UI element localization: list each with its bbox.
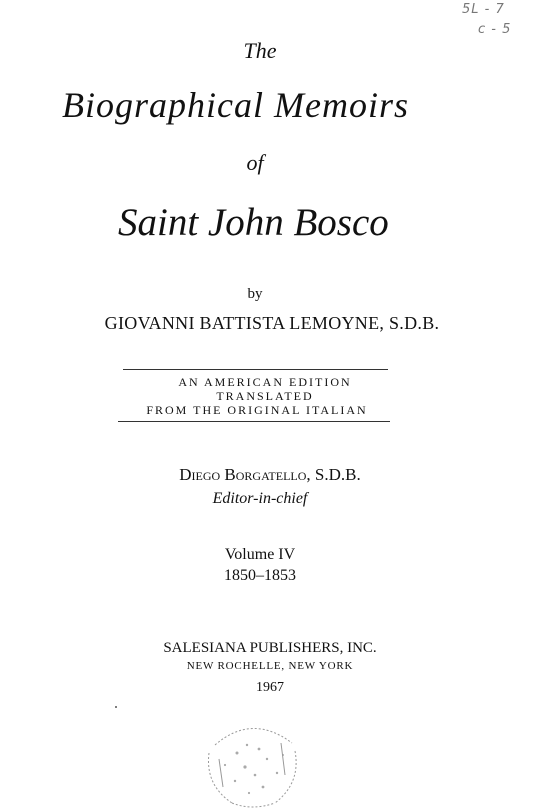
handwritten-note-1: 5L - 7 bbox=[462, 2, 505, 17]
editor-role: Editor-in-chief bbox=[212, 490, 308, 507]
rule-top bbox=[123, 369, 388, 370]
edition-line-2: TRANSLATED bbox=[216, 389, 314, 403]
stray-dot bbox=[115, 706, 117, 708]
title-of: of bbox=[246, 150, 264, 175]
volume-years: 1850–1853 bbox=[224, 567, 296, 584]
title-the: The bbox=[243, 38, 277, 63]
publisher-seal-icon bbox=[197, 715, 307, 810]
publisher-name: SALESIANA PUBLISHERS, INC. bbox=[163, 640, 377, 656]
title-subject: Saint John Bosco bbox=[118, 201, 389, 244]
rule-bottom bbox=[118, 421, 390, 422]
title-main: Biographical Memoirs bbox=[62, 85, 409, 125]
author-by: by bbox=[247, 286, 263, 302]
volume-label: Volume IV bbox=[224, 546, 296, 563]
publisher-year: 1967 bbox=[256, 680, 284, 695]
author-name: GIOVANNI BATTISTA LEMOYNE, S.D.B. bbox=[104, 313, 440, 333]
publisher-city: NEW ROCHELLE, NEW YORK bbox=[186, 660, 354, 672]
editor-name: Diego Borgatello, S.D.B. bbox=[179, 465, 361, 484]
handwritten-note-2: c - 5 bbox=[478, 22, 512, 37]
edition-line-1: AN AMERICAN EDITION bbox=[178, 375, 352, 389]
edition-line-3: FROM THE ORIGINAL ITALIAN bbox=[146, 403, 368, 417]
